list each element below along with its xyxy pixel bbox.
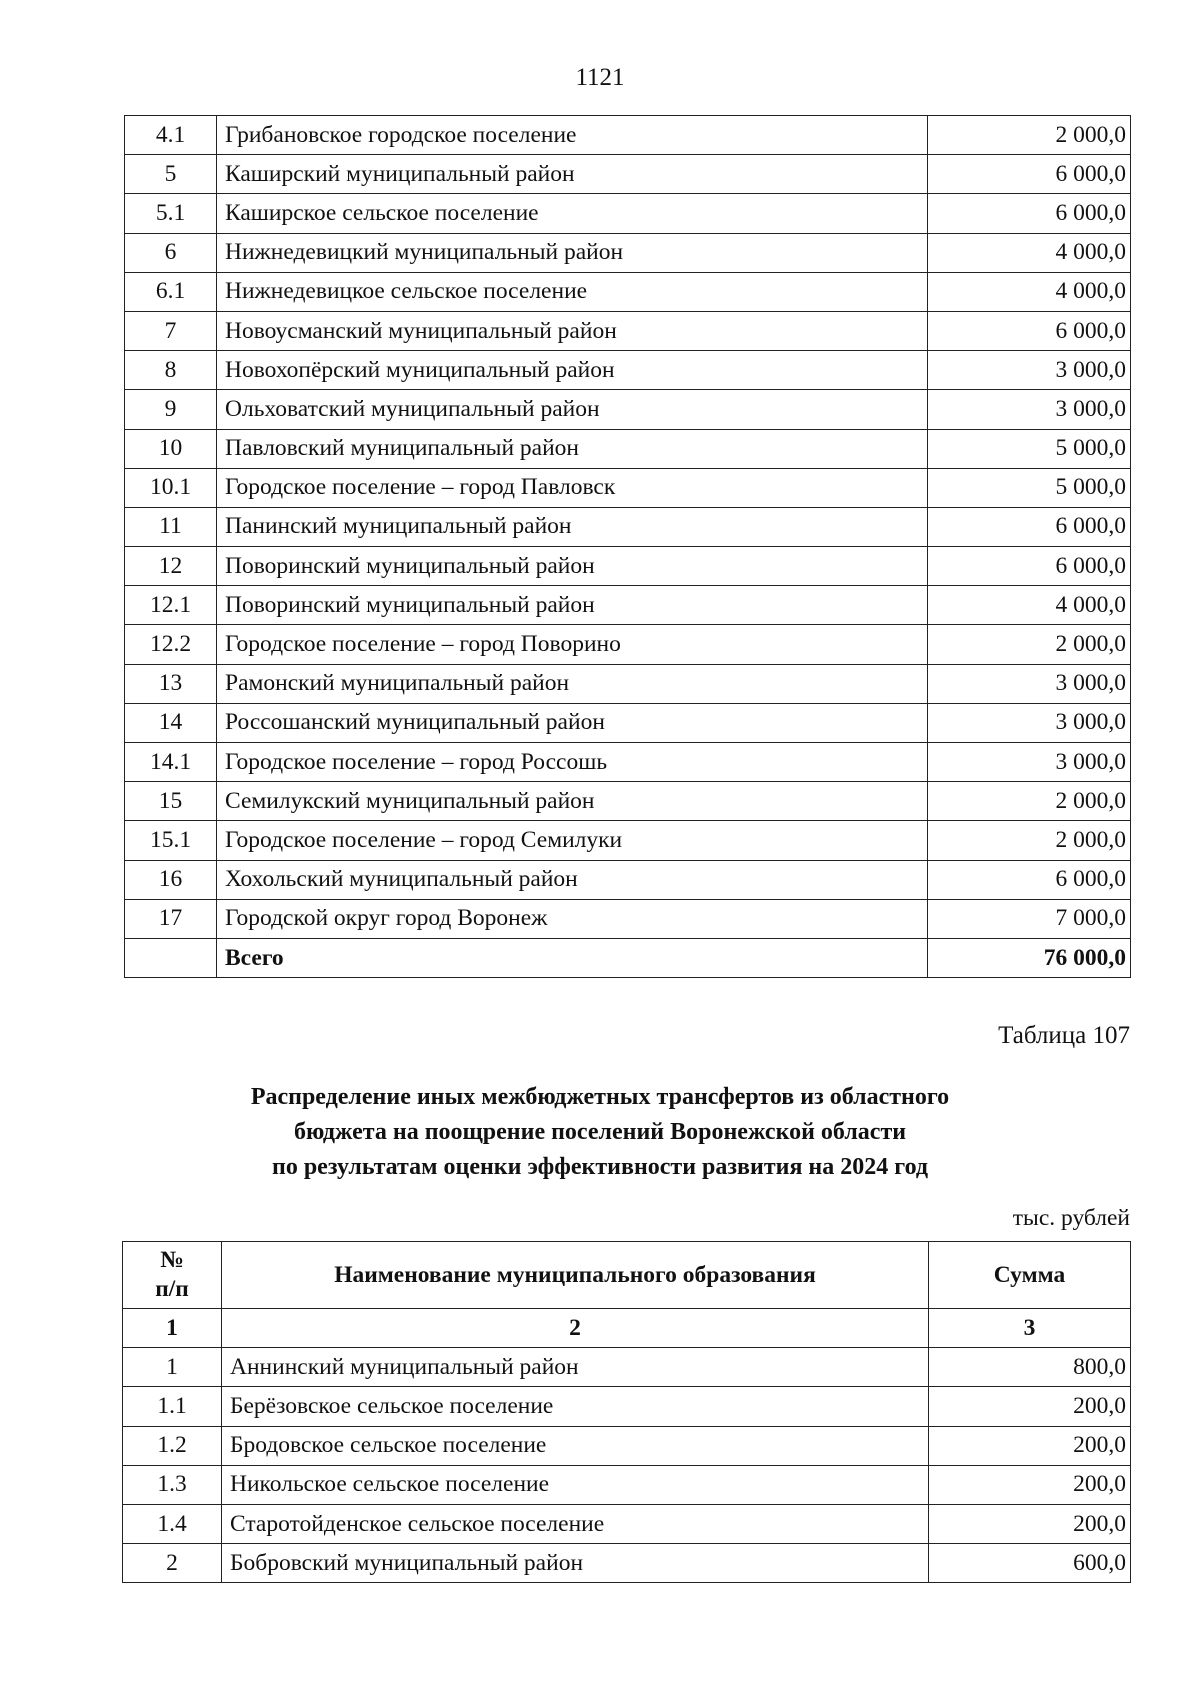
header-row [123,1242,1131,1309]
table-row [123,1426,1131,1465]
municipality-name: Семилукский муниципальный район [217,782,928,821]
table-title-line-3: по результатам оценки эффективности развития на 2024 год [271,1154,929,1180]
row-number: 12.1 [125,586,217,625]
row-number: 17 [125,899,217,938]
table-row [125,390,1131,429]
row-number: 14 [125,703,217,742]
table-row [125,468,1131,507]
amount: 2 000,0 [928,625,1131,664]
total-row [125,938,1131,977]
municipality-name: Старотойденское сельское поселение [222,1504,929,1543]
table-row [125,782,1131,821]
municipality-name: Бродовское сельское поселение [222,1426,929,1465]
table-row [123,1465,1131,1504]
row-number: 5.1 [125,194,217,233]
column-number-row [123,1309,1131,1348]
header-num-line-1: № [160,1247,184,1273]
municipality-name: Павловский муниципальный район [217,429,928,468]
municipality-name: Ольховатский муниципальный район [217,390,928,429]
municipality-name: Городское поселение – город Семилуки [217,821,928,860]
row-number: 1.2 [123,1426,222,1465]
table-row [125,194,1131,233]
row-number: 2 [123,1544,222,1583]
table-row [125,625,1131,664]
municipality-name: Бобровский муниципальный район [222,1544,929,1583]
amount: 5 000,0 [928,468,1131,507]
amount: 6 000,0 [928,860,1131,899]
table-row [125,586,1131,625]
row-number: 14.1 [125,743,217,782]
municipality-name: Новоусманский муниципальный район [217,311,928,350]
amount: 200,0 [929,1504,1131,1543]
table-title-line-2: бюджета на поощрение поселений Воронежской области [293,1119,907,1145]
municipality-name: Городской округ город Воронеж [217,899,928,938]
row-number: 12 [125,547,217,586]
amount: 600,0 [929,1544,1131,1583]
row-number: 10 [125,429,217,468]
table-row [125,429,1131,468]
municipality-name: Поворинский муниципальный район [217,586,928,625]
row-number: 10.1 [125,468,217,507]
row-number: 11 [125,507,217,546]
amount: 200,0 [929,1465,1131,1504]
amount: 2 000,0 [928,782,1131,821]
total-empty-cell [125,938,217,977]
total-amount: 76 000,0 [928,938,1131,977]
municipality-name: Берёзовское сельское поселение [222,1387,929,1426]
row-number: 6.1 [125,272,217,311]
municipality-name: Городское поселение – город Поворино [217,625,928,664]
table-title [0,1080,1200,1185]
table-title-line-1: Распределение иных межбюджетных трансфертов из областного [250,1084,950,1110]
table-row [125,703,1131,742]
table-row [125,547,1131,586]
amount: 200,0 [929,1426,1131,1465]
table-row [125,116,1131,155]
row-number: 16 [125,860,217,899]
municipality-name: Аннинский муниципальный район [222,1348,929,1387]
row-number: 4.1 [125,116,217,155]
amount: 3 000,0 [928,351,1131,390]
allocation-table-continued [124,115,1131,978]
municipality-name: Панинский муниципальный район [217,507,928,546]
municipality-name: Хохольский муниципальный район [217,860,928,899]
header-amount: Сумма [929,1242,1131,1309]
row-number: 8 [125,351,217,390]
municipality-name: Новохопёрский муниципальный район [217,351,928,390]
row-number: 1.3 [123,1465,222,1504]
table-row [125,507,1131,546]
municipality-name: Каширское сельское поселение [217,194,928,233]
amount: 200,0 [929,1387,1131,1426]
municipality-name: Россошанский муниципальный район [217,703,928,742]
page-number: 1121 [575,64,625,91]
amount: 4 000,0 [928,272,1131,311]
table-row [123,1387,1131,1426]
table-row [123,1504,1131,1543]
municipality-name: Никольское сельское поселение [222,1465,929,1504]
row-number: 15 [125,782,217,821]
table-row [125,155,1131,194]
amount: 6 000,0 [928,194,1131,233]
column-number-1: 1 [123,1309,222,1348]
row-number: 7 [125,311,217,350]
column-number-2: 2 [222,1309,929,1348]
table-body [123,1242,1131,1583]
amount: 6 000,0 [928,507,1131,546]
table-row [125,743,1131,782]
amount: 3 000,0 [928,703,1131,742]
row-number: 5 [125,155,217,194]
row-number: 15.1 [125,821,217,860]
header-num [123,1242,222,1309]
table-row [125,821,1131,860]
amount: 6 000,0 [928,311,1131,350]
amount: 3 000,0 [928,743,1131,782]
amount: 4 000,0 [928,233,1131,272]
amount: 3 000,0 [928,390,1131,429]
table-row [125,899,1131,938]
units-label: тыс. рублей [1012,1205,1130,1231]
transfers-table [122,1241,1131,1583]
amount: 4 000,0 [928,586,1131,625]
row-number: 1.1 [123,1387,222,1426]
municipality-name: Рамонский муниципальный район [217,664,928,703]
table-row [125,272,1131,311]
municipality-name: Городское поселение – город Россошь [217,743,928,782]
municipality-name: Каширский муниципальный район [217,155,928,194]
table-row [123,1544,1131,1583]
amount: 2 000,0 [928,821,1131,860]
header-num-line-2: п/п [155,1276,189,1302]
municipality-name: Грибановское городское поселение [217,116,928,155]
header-name: Наименование муниципального образования [222,1242,929,1309]
amount: 3 000,0 [928,664,1131,703]
amount: 6 000,0 [928,155,1131,194]
municipality-name: Нижнедевицкий муниципальный район [217,233,928,272]
table-row [125,860,1131,899]
row-number: 9 [125,390,217,429]
table-row [125,311,1131,350]
row-number: 12.2 [125,625,217,664]
amount: 800,0 [929,1348,1131,1387]
municipality-name: Нижнедевицкое сельское поселение [217,272,928,311]
amount: 2 000,0 [928,116,1131,155]
row-number: 6 [125,233,217,272]
table-row [125,664,1131,703]
row-number: 1 [123,1348,222,1387]
table-row [123,1348,1131,1387]
table-row [125,233,1131,272]
municipality-name: Поворинский муниципальный район [217,547,928,586]
table-row [125,351,1131,390]
column-number-3: 3 [929,1309,1131,1348]
amount: 7 000,0 [928,899,1131,938]
municipality-name: Городское поселение – город Павловск [217,468,928,507]
total-label: Всего [217,938,928,977]
row-number: 13 [125,664,217,703]
table-label: Таблица 107 [998,1022,1130,1049]
table-body [125,116,1131,978]
amount: 6 000,0 [928,547,1131,586]
amount: 5 000,0 [928,429,1131,468]
row-number: 1.4 [123,1504,222,1543]
